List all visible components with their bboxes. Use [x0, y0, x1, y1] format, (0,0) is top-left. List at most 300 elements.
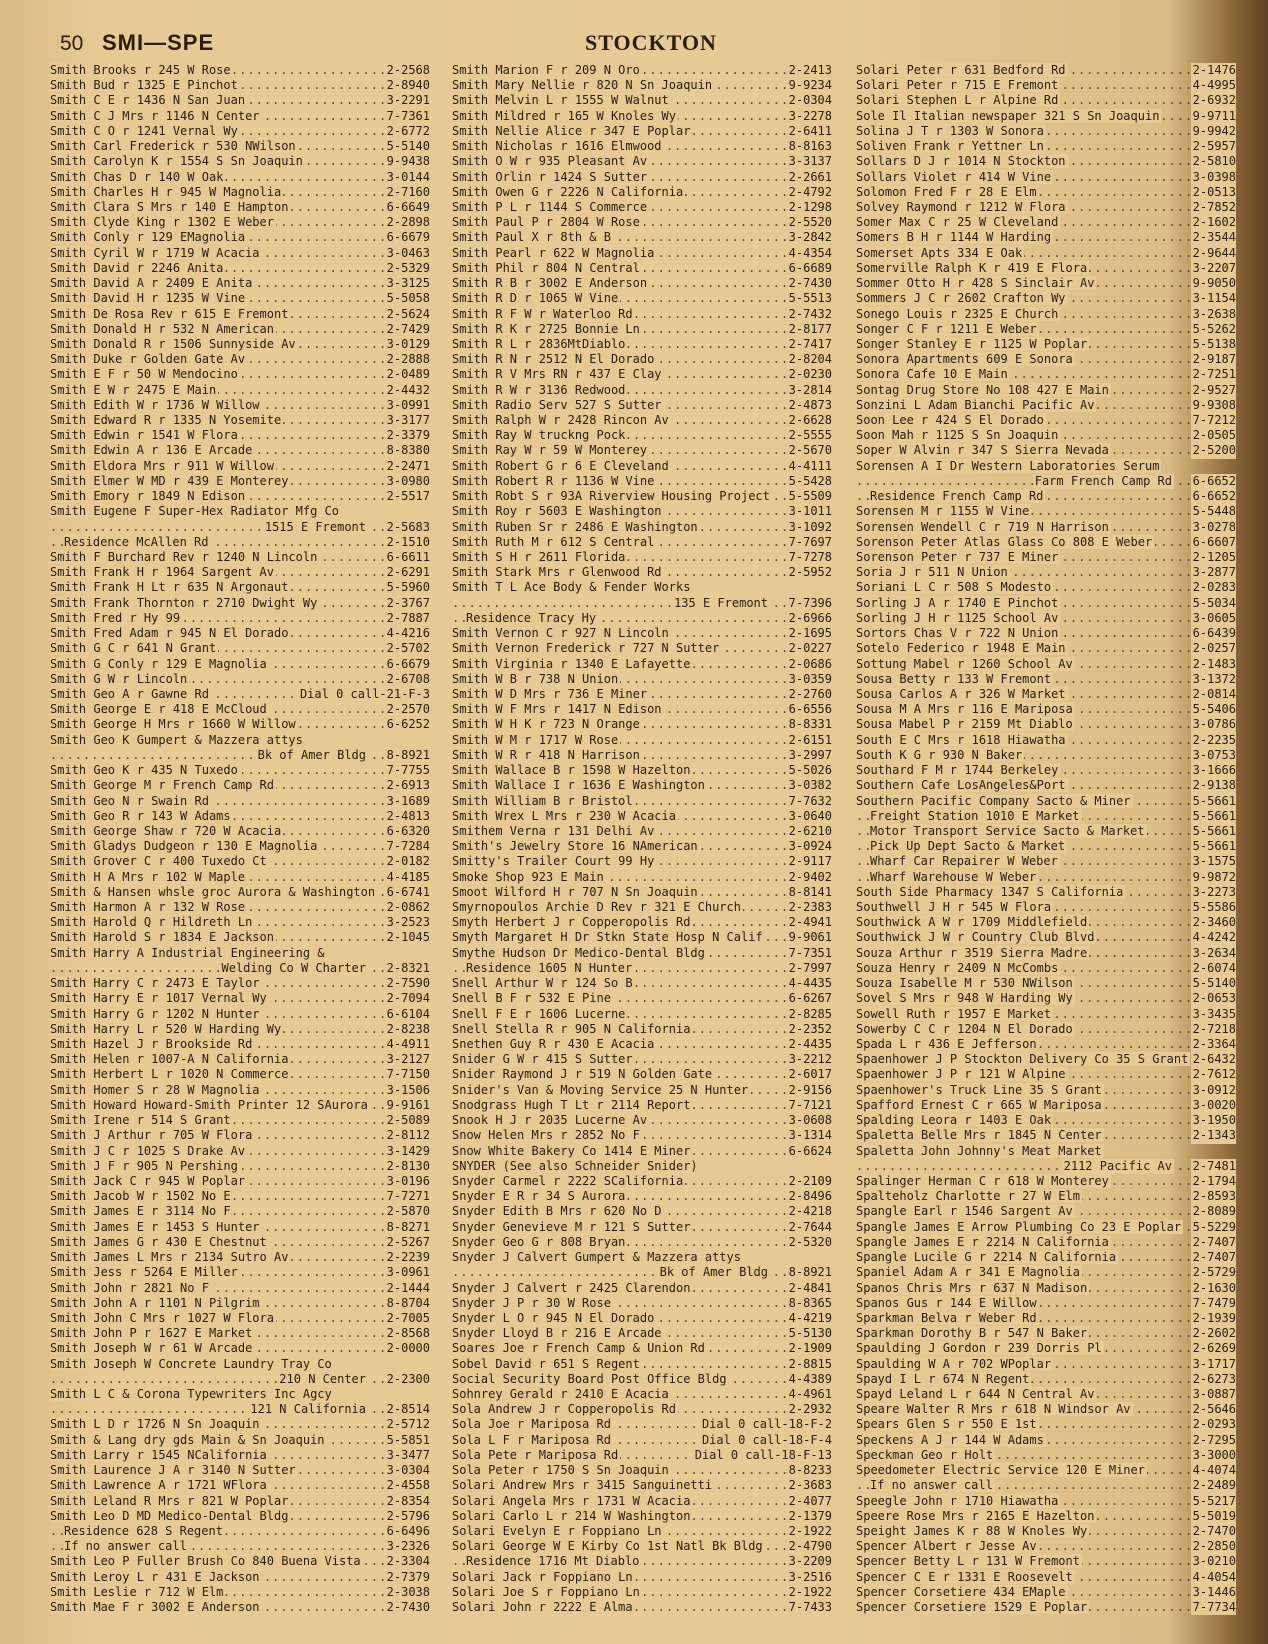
- listing-entry: [856, 1478, 1236, 1493]
- listing-phone: 3-2634: [1192, 945, 1236, 960]
- page-number: 50: [60, 32, 84, 55]
- listing-name: Residence 1605 N Hunter: [466, 960, 633, 975]
- listing-phone: 2-5952: [788, 565, 832, 580]
- listing-entry: [452, 794, 832, 809]
- listing-name: Smith W M r 1717 W Rose: [452, 732, 619, 747]
- listing-entry: [50, 1585, 430, 1600]
- listing-entry: [50, 230, 430, 245]
- listing-phone: 2-5683: [386, 519, 430, 534]
- listing-name: Smith G Conly r 129 E Magnolia: [50, 656, 267, 671]
- listing-entry: [50, 124, 430, 139]
- listing-name: Smith L D r 1726 N Sn Joaquin: [50, 1417, 260, 1432]
- listing-entry: [856, 961, 1236, 976]
- listing-phone: 3-0961: [386, 1265, 430, 1280]
- listing-name: Smith Eugene F Super-Hex Radiator Mfg Co: [50, 504, 339, 519]
- listing-name: Smith Frank Thornton r 2710 Dwight Wy: [50, 595, 318, 610]
- listing-phone: 6-6267: [788, 991, 832, 1006]
- listing-phone: 4-4216: [386, 626, 430, 641]
- listing-phone: 2-3304: [386, 1554, 430, 1569]
- listing-entry: [50, 443, 430, 458]
- listing-entry: [856, 717, 1236, 732]
- listing-phone: 2-0505: [1192, 428, 1236, 443]
- listing-phone: 7-7734: [1192, 1600, 1236, 1615]
- listing-phone: 4-4185: [386, 869, 430, 884]
- listing-entry: [856, 930, 1236, 945]
- listing-phone: 5-5586: [1192, 900, 1236, 915]
- listing-phone: 3-0980: [386, 473, 430, 488]
- listing-name: Smith Bud r 1325 E Pinchot: [50, 78, 238, 93]
- listing-phone: 8-8271: [386, 1219, 430, 1234]
- listing-entry: [452, 413, 832, 428]
- listing-entry: [856, 748, 1236, 763]
- listing-name: Songer Stanley E r 1125 W Poplar: [856, 336, 1088, 351]
- listing-phone: 3-2212: [788, 1052, 832, 1067]
- listing-phone: 2-2568: [386, 63, 430, 77]
- listing-name: Smith Frank H Lt r 635 N Argonaut: [50, 580, 289, 595]
- listing-phone: 2-7430: [386, 1600, 430, 1615]
- listing-phone: 4-4111: [788, 458, 832, 473]
- listing-phone: 2-5646: [1192, 1402, 1236, 1417]
- listing-phone: 2-7430: [788, 276, 832, 291]
- listing-name: Smith O W r 935 Pleasant Av: [452, 154, 648, 169]
- listing-entry: [50, 1052, 430, 1067]
- listing-phone: 2-4813: [386, 808, 430, 823]
- listing-phone: 6-6679: [386, 656, 430, 671]
- listing-phone: 2-7997: [788, 960, 832, 975]
- listing-phone: 3-1154: [1192, 291, 1236, 306]
- listing-name: Smith Grover C r 400 Tuxedo Ct: [50, 854, 267, 869]
- listing-entry: [50, 1326, 430, 1341]
- listing-phone: 2-0304: [788, 93, 832, 108]
- listing-entry: [856, 1067, 1236, 1082]
- listing-entry: [452, 885, 832, 900]
- listing-entry: [856, 230, 1236, 245]
- listing-name: Sole Il Italian newspaper 321 S Sn Joaquin: [856, 108, 1160, 123]
- listing-phone: 3-2273: [1192, 884, 1236, 899]
- listing-name: Spears Glen S r 550 E 1st: [856, 1417, 1037, 1432]
- listing-entry: [452, 489, 832, 504]
- listing-name: Smith Edith W r 1736 W Willow: [50, 397, 260, 412]
- listing-name: Snyder L O r 945 N El Dorado: [452, 1310, 655, 1325]
- listing-name: Smith W D Mrs r 736 E Miner: [452, 686, 648, 701]
- listing-entry: [452, 1372, 832, 1387]
- listing-entry: [50, 1235, 430, 1250]
- listing-name: If no answer call: [64, 1539, 187, 1554]
- listing-phone: 2-1939: [1192, 1310, 1236, 1325]
- listing-entry: [452, 261, 832, 276]
- listing-phone: 2-4790: [788, 1539, 832, 1554]
- listing-name: Sommer Otto H r 428 S Sinclair Av: [856, 276, 1095, 291]
- listing-entry: [856, 443, 1236, 458]
- listing-name: Smith Ray W r 59 W Monterey: [452, 443, 648, 458]
- listing-entry: [50, 870, 430, 885]
- listing-name: Smith J C r 1025 S Drake Av: [50, 1143, 246, 1158]
- listing-name: Smith R N r 2512 N El Dorado: [452, 352, 655, 367]
- listing-name: Speckens A J r 144 W Adams: [856, 1432, 1044, 1447]
- listing-name: Songer C F r 1211 E Weber: [856, 321, 1037, 336]
- listing-name: Soares Joe r French Camp & Union Rd: [452, 1341, 705, 1356]
- listing-entry: [452, 428, 832, 443]
- listing-entry: [50, 1494, 430, 1509]
- listing-name: Sonzini L Adam Bianchi Pacific Av: [856, 397, 1095, 412]
- listing-name: Sonora Cafe 10 E Main: [856, 367, 1008, 382]
- listing-entry: [50, 748, 430, 763]
- listing-name: Snyder Carmel r 2222 SCalifornia: [452, 1173, 684, 1188]
- listing-name: Smith Nicholas r 1616 Elmwood: [452, 139, 662, 154]
- listing-entry: [856, 687, 1236, 702]
- listing-name: Snook H J r 2035 Lucerne Av: [452, 1113, 648, 1128]
- listing-name: Somerset Apts 334 E Oak: [856, 245, 1023, 260]
- listing-name: Spaenhower J P r 121 W Alpine: [856, 1067, 1066, 1082]
- listing-phone: 2-8496: [788, 1189, 832, 1204]
- listing-phone: 2-5796: [386, 1508, 430, 1523]
- listing-entry: [50, 611, 430, 626]
- listing-phone: 5-5140: [1192, 976, 1236, 991]
- listing-entry: [856, 1159, 1236, 1174]
- listing-phone: 2-4435: [788, 1037, 832, 1051]
- listing-entry: [856, 900, 1236, 915]
- listing-name: Residence 1716 Mt Diablo: [466, 1554, 640, 1569]
- listing-entry: [50, 1554, 430, 1569]
- listing-phone: 4-4219: [788, 1310, 832, 1325]
- listing-entry: [452, 900, 832, 915]
- listing-phone: 6-6496: [386, 1524, 430, 1538]
- listing-entry: [856, 839, 1236, 854]
- listing-name: Snell Stella R r 905 N California: [452, 1021, 691, 1036]
- listing-name: Smith Brooks r 245 W Rose: [50, 63, 231, 77]
- listing-name: Spaulding W A r 702 WPoplar: [856, 1356, 1052, 1371]
- listing-phone: 8-8380: [386, 443, 430, 458]
- listing-entry: [452, 352, 832, 367]
- listing-phone: 2-1205: [1192, 550, 1236, 564]
- listing-name: Sontag Drug Store No 108 427 E Main: [856, 382, 1109, 397]
- listing-entry: [856, 565, 1236, 580]
- listing-phone: 8-8365: [788, 1295, 832, 1310]
- listing-name: Southern Pacific Company Sacto & Miner: [856, 793, 1131, 808]
- listing-name: Spencer Betty L r 131 W Fremont: [856, 1554, 1080, 1569]
- listing-name: Freight Station 1010 E Market: [870, 808, 1080, 823]
- listing-name: Smith Clara S Mrs r 140 E Hampton: [50, 199, 289, 214]
- listing-entry: [50, 733, 430, 748]
- listing-name: Soon Lee r 424 S El Dorado: [856, 413, 1044, 428]
- listing-name: Somers B H r 1144 W Harding: [856, 230, 1052, 245]
- listing-phone: 2-7295: [1192, 1432, 1236, 1447]
- listing-entry: [50, 1067, 430, 1082]
- listing-entry: [50, 474, 430, 489]
- listing-entry: [452, 596, 832, 611]
- listing-entry: [856, 124, 1236, 139]
- listing-phone: 3-0924: [788, 839, 832, 854]
- listing-phone: 2-7432: [788, 306, 832, 321]
- listing-name: Smith John C Mrs r 1027 W Flora: [50, 1310, 274, 1325]
- listing-entry: [856, 596, 1236, 611]
- listing-phone: 2-7429: [386, 321, 430, 336]
- listing-entry: [452, 1341, 832, 1356]
- listing-phone: 2-6210: [788, 823, 832, 838]
- listing-entry: [856, 672, 1236, 687]
- listing-name: Southwick J W r Country Club Blvd: [856, 930, 1095, 945]
- listing-phone: 5-5406: [1192, 702, 1236, 717]
- listing-phone: 6-6689: [788, 260, 832, 275]
- listing-entry: [856, 1083, 1236, 1098]
- listing-entry: [452, 1144, 832, 1159]
- listing-phone: 2-3544: [1192, 230, 1236, 245]
- listing-entry: [856, 367, 1236, 382]
- listing-name: Smith Nellie Alice r 347 E Poplar: [452, 123, 691, 138]
- listing-entry: [856, 428, 1236, 443]
- listing-phone: 2-1602: [1192, 215, 1236, 230]
- listing-phone: 2-2888: [386, 352, 430, 367]
- listing-name: Smith Mildred r 165 W Knoles Wy: [452, 108, 676, 123]
- listing-name: SNYDER (See also Schneider Snider): [452, 1158, 698, 1173]
- listing-entry: [856, 1494, 1236, 1509]
- listing-name: Residence McAllen Rd: [64, 534, 209, 549]
- listing-name: Spaulding J Gordon r 239 Dorris Pl: [856, 1341, 1102, 1356]
- listing-name: Smith J F r 905 N Pershing: [50, 1158, 238, 1173]
- listing-name: Snell F E r 1606 Lucerne: [452, 1006, 626, 1021]
- listing-name: Solari Joe S r Foppiano Ln: [452, 1584, 640, 1599]
- listing-name: Smith Phil r 804 N Central: [452, 260, 640, 275]
- listing-entry: [50, 1174, 430, 1189]
- listing-phone: 3-2207: [1192, 260, 1236, 275]
- listing-phone: 2-4077: [788, 1493, 832, 1508]
- listing-entry: [452, 839, 832, 854]
- listing-entry: [856, 261, 1236, 276]
- listing-entry: [856, 915, 1236, 930]
- listing-phone: 3-0129: [386, 336, 430, 351]
- listing-phone: 5-5019: [1192, 1508, 1236, 1523]
- listing-name: Southard F M r 1744 Berkeley: [856, 763, 1059, 778]
- listing-entry: [452, 443, 832, 458]
- listing-name: Smith Cyril W r 1719 W Acacia: [50, 245, 260, 260]
- listing-phone: 6-6624: [788, 1143, 832, 1158]
- listing-name: Spalding Leora r 1403 E Oak: [856, 1113, 1052, 1128]
- listing-phone: 3-1950: [1192, 1113, 1236, 1128]
- listing-name: Soon Mah r 1125 S Sn Joaquin: [856, 428, 1059, 443]
- listing-name: Speere Rose Mrs r 2165 E Hazelton: [856, 1508, 1095, 1523]
- listing-name: Smith Pearl r 622 W Magnolia: [452, 245, 655, 260]
- listing-phone: 3-0398: [1192, 169, 1236, 184]
- listing-entry: [452, 1204, 832, 1219]
- listing-phone: 5-5661: [1192, 793, 1236, 808]
- listing-name: Smith Jacob W r 1502 No E: [50, 1189, 231, 1204]
- listing-name: Smith De Rosa Rev r 615 E Fremont: [50, 306, 289, 321]
- listing-name: Smith G C r 641 N Grant: [50, 641, 217, 656]
- listing-phone: 3-1666: [1192, 763, 1236, 778]
- listing-entry: [856, 1357, 1236, 1372]
- listing-name: Spangle Lucile G r 2214 N California: [856, 1250, 1117, 1265]
- listing-entry: [452, 672, 832, 687]
- listing-entry: [452, 1022, 832, 1037]
- listing-phone: 2-5520: [788, 215, 832, 230]
- listing-name: Snyder J Calvert r 2425 Clarendon: [452, 1280, 691, 1295]
- listing-phone: 2-2352: [788, 1021, 832, 1036]
- listing-entry: [50, 763, 430, 778]
- listing-name: Southwick A W r 1709 Middlefield: [856, 915, 1088, 930]
- listing-name: Sola Joe r Mariposa Rd: [452, 1417, 611, 1432]
- listing-phone: 3-3435: [1192, 1006, 1236, 1021]
- listing-name: Sowerby C C r 1204 N El Dorado: [856, 1021, 1073, 1036]
- listing-name: Smith George E r 418 E McCloud: [50, 702, 267, 717]
- listing-entry: [50, 550, 430, 565]
- listing-phone: 9-9308: [1192, 397, 1236, 412]
- listing-entry: [452, 930, 832, 945]
- listing-entry: [856, 276, 1236, 291]
- listing-phone: 2-2235: [1192, 732, 1236, 747]
- listing-entry: [50, 291, 430, 306]
- listing-phone: 2-6074: [1192, 960, 1236, 975]
- listing-name: Smith Joseph W Concrete Laundry Tray Co: [50, 1356, 332, 1371]
- listing-name: Snider Raymond J r 519 N Golden Gate: [452, 1067, 713, 1082]
- listing-entry: [50, 672, 430, 687]
- listing-entry: [856, 93, 1236, 108]
- listing-name: Social Security Board Post Office Bldg: [452, 1371, 727, 1386]
- listing-entry: [50, 367, 430, 382]
- listing-phone: Dial 0 call-18-F-2: [701, 1417, 832, 1432]
- listing-entry: [452, 1494, 832, 1509]
- listing-phone: 2-6432: [1192, 1052, 1236, 1067]
- listing-phone: 4-4435: [788, 976, 832, 991]
- listing-entry: [50, 1417, 430, 1432]
- listing-entry: [50, 1159, 430, 1174]
- listing-entry: [856, 657, 1236, 672]
- listing-phone: 3-1429: [386, 1143, 430, 1158]
- listing-phone: 3-2209: [788, 1554, 832, 1569]
- listing-name: Sorling J A r 1740 E Pinchot: [856, 595, 1059, 610]
- listing-entry: [452, 733, 832, 748]
- listing-name: Sousa Betty r 133 W Fremont: [856, 671, 1052, 686]
- listing-phone: 2-1695: [788, 626, 832, 641]
- listing-phone: 2-2932: [788, 1402, 832, 1417]
- listing-phone: 6-6741: [386, 884, 430, 899]
- listing-phone: 3-0020: [1192, 1097, 1236, 1112]
- listing-entry: [452, 976, 832, 991]
- listing-name: Soriani L C r 508 S Modesto: [856, 580, 1052, 595]
- listing-phone: 2-0227: [788, 641, 832, 656]
- listing-name: Smith James E r 1453 S Hunter: [50, 1219, 260, 1234]
- listing-phone: 7-7479: [1192, 1295, 1236, 1310]
- listing-name: Smith Duke r Golden Gate Av: [50, 352, 246, 367]
- listing-entry: [856, 1022, 1236, 1037]
- listing-phone: 3-0304: [386, 1463, 430, 1478]
- listing-name: Sollars Violet r 414 W Vine: [856, 169, 1052, 184]
- listing-name: Spalinger Herman C r 618 W Monterey: [856, 1173, 1109, 1188]
- listing-name: Somer Max C r 25 W Cleveland: [856, 215, 1059, 230]
- listing-name: Smith Eldora Mrs r 911 W Willow: [50, 458, 274, 473]
- listing-entry: [856, 1113, 1236, 1128]
- listing-entry: [452, 474, 832, 489]
- listing-phone: 8-8704: [386, 1295, 430, 1310]
- listing-entry: [856, 1250, 1236, 1265]
- listing-name: Residence French Camp Rd: [870, 489, 1044, 504]
- listing-name: Spangle James E r 2214 N California: [856, 1234, 1109, 1249]
- listing-phone: 2-6966: [788, 610, 832, 625]
- listing-entry: [856, 1387, 1236, 1402]
- listing-name: Smith Carl Frederick r 530 NWilson: [50, 139, 296, 154]
- listing-phone: 3-0210: [1192, 1554, 1236, 1569]
- listing-name: Smith F Burchard Rev r 1240 N Lincoln: [50, 550, 318, 564]
- listing-name: Smith Ralph W r 2428 Rincon Av: [452, 413, 669, 428]
- listing-name: Solari Andrew Mrs r 3415 Sanguinetti: [452, 1478, 713, 1493]
- listing-entry: [452, 215, 832, 230]
- listing-entry: [452, 1524, 832, 1539]
- listing-phone: 2-2570: [386, 702, 430, 717]
- listing-entry: [452, 1113, 832, 1128]
- listing-name: South K G r 930 N Baker: [856, 747, 1023, 762]
- listing-entry: [50, 1296, 430, 1311]
- listing-phone: 2-2760: [788, 686, 832, 701]
- listing-entry: [856, 78, 1236, 93]
- listing-phone: 2-1444: [386, 1280, 430, 1295]
- listing-phone: 2-0182: [386, 854, 430, 869]
- listing-entry: [452, 170, 832, 185]
- listing-phone: 3-2127: [386, 1052, 430, 1067]
- listing-phone: 3-2638: [1192, 306, 1236, 321]
- listing-name: Soliven Frank r Yettner Ln: [856, 139, 1044, 154]
- listing-name: Smith Edwin A r 136 E Arcade: [50, 443, 253, 458]
- listing-entry: [452, 1539, 832, 1554]
- listing-entry: [856, 139, 1236, 154]
- listing-entry: [50, 794, 430, 809]
- listing-phone: 3-1092: [788, 519, 832, 534]
- listing-entry: [452, 1052, 832, 1067]
- listing-phone: 2-2300: [386, 1371, 430, 1386]
- listing-name: Smitty's Trailer Court 99 Hy: [452, 854, 655, 869]
- listing-phone: 6-6607: [1192, 534, 1236, 549]
- listing-entry: [452, 778, 832, 793]
- listing-phone: 2-0000: [386, 1341, 430, 1356]
- listing-entry: [452, 1357, 832, 1372]
- listing-entry: [50, 1357, 430, 1372]
- listing-entry: [50, 398, 430, 413]
- listing-name: Snodgrass Hugh T Lt r 2114 Report: [452, 1097, 691, 1112]
- listing-name: Spanos Chris Mrs r 637 N Madison: [856, 1280, 1088, 1295]
- listing-name: Snow White Bakery Co 1414 E Miner: [452, 1143, 691, 1158]
- listing-phone: 2-0653: [1192, 991, 1236, 1006]
- listing-entry: [452, 1189, 832, 1204]
- listing-entry: [452, 93, 832, 108]
- listing-name: Spaenhower's Truck Line 35 S Grant: [856, 1082, 1102, 1097]
- listing-phone: 9-9061: [788, 930, 832, 945]
- listing-name: Smith Geo K r 435 N Tuxedo: [50, 763, 238, 778]
- listing-name: Smith Harold S r 1834 E Jackson: [50, 930, 274, 945]
- listing-phone: 9-9711: [1192, 108, 1236, 123]
- listing-entry: [452, 565, 832, 580]
- listing-entry: [50, 307, 430, 322]
- listing-name: Sommers J C r 2602 Crafton Wy: [856, 291, 1066, 306]
- listing-phone: 3-2523: [386, 915, 430, 930]
- listing-entry: [856, 504, 1236, 519]
- listing-entry: [856, 337, 1236, 352]
- listing-name: Spencer Corsetiere 434 EMaple: [856, 1584, 1066, 1599]
- listing-entry: [856, 63, 1236, 78]
- listing-name: Smith R W r 3136 Redwood: [452, 382, 626, 397]
- listing-phone: 2-7094: [386, 991, 430, 1006]
- listing-phone: 7-7278: [788, 550, 832, 564]
- listing-phone: 2-6291: [386, 565, 430, 580]
- listing-entry: [856, 1220, 1236, 1235]
- listing-phone: 8-8921: [386, 747, 430, 762]
- listing-name: Smith Wallace B r 1598 W Hazelton: [452, 763, 691, 778]
- listing-phone: 7-7361: [386, 108, 430, 123]
- listing-phone: 2-8204: [788, 352, 832, 367]
- listing-entry: [856, 1189, 1236, 1204]
- listing-entry: [50, 1600, 430, 1615]
- listing-phone: 3-3177: [386, 413, 430, 428]
- listing-name: Spayd I L r 674 N Regent: [856, 1371, 1030, 1386]
- listing-phone: 3-2814: [788, 382, 832, 397]
- listing-name: Sorensen Wendell C r 719 N Harrison: [856, 519, 1109, 534]
